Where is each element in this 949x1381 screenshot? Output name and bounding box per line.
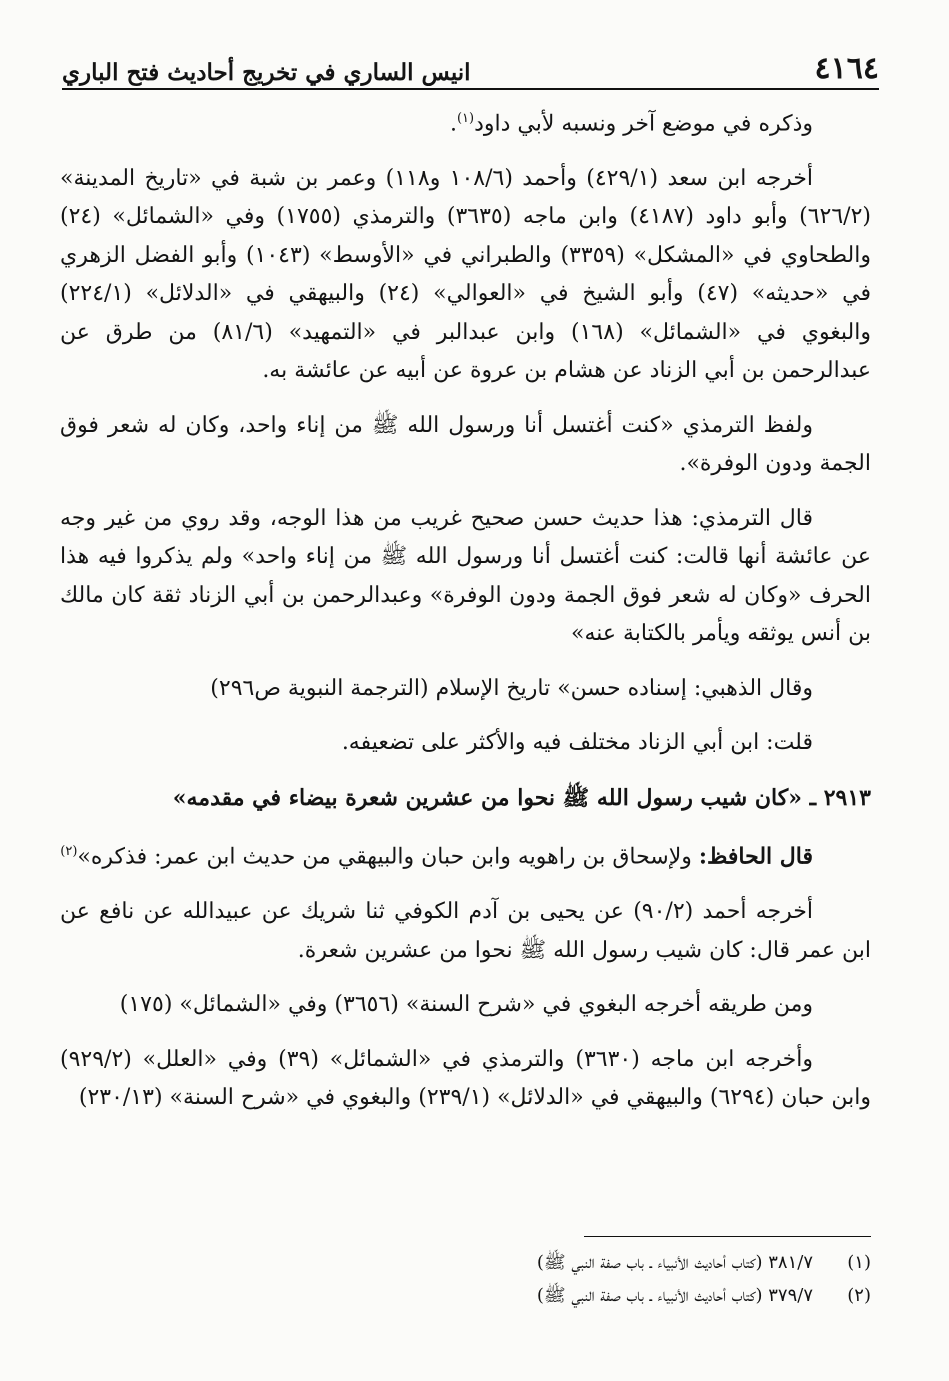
paragraph: قلت: ابن أبي الزناد مختلف فيه والأكثر على تضعيفه.: [341, 730, 813, 756]
paragraph: وقال الذهبي: إسناده حسن» تاريخ الإسلام (الترجمة النبوية ص٢٩٦): [210, 675, 813, 701]
footnote-text: ٣٧٩/٧ (كتاب أحاديث الأنبياء ـ باب صفة النبي ﷺ): [536, 1285, 813, 1306]
book-title: انيس الساري في تخريج أحاديث فتح الباري: [62, 59, 471, 86]
paragraph: أخرجه أحمد (٩٠/٢) عن يحيى بن آدم الكوفي ثنا شريك عن عبيدالله عن نافع عن ابن عمر قال: كان شيب رسول الله ﷺ نحوا من عشرين شعرة.: [60, 899, 871, 963]
paragraph: وذكره في موضع آخر ونسبه لأبي داود$^{(١)}$.: [449, 111, 813, 137]
paragraph: وأخرجه ابن ماجه (٣٦٣٠) والترمذي في «الشمائل» (٣٩) وفي «العلل» (٩٢٩/٢) وابن حبان (٦٢٩٤) والبيهقي في «الدلائل» (٢٣٩/١) والبغوي في «شرح السنة» (٢٣٠/١٣): [60, 1046, 871, 1111]
paragraph: قال الترمذي: هذا حديث حسن صحيح غريب من هذا الوجه، وقد روي من غير وجه عن عائشة أنها قالت: كنت أغتسل أنا ورسول الله ﷺ من إناء واحد» ولم يذكروا فيه هذا الحرف «وكان له شعر فوق الجمة ودون الوفرة» وعبدالرحمن بن أبي الزناد ثقة كان مالك بن أنس يوثقه ويأمر بالكتابة عنه»: [60, 505, 871, 647]
footnote-text: ٣٨١/٧ (كتاب أحاديث الأنبياء ـ باب صفة النبي ﷺ): [536, 1252, 813, 1273]
hadith-heading: ٢٩١٣ ـ «كان شيب رسول الله ﷺ نحوا من عشرين شعرة بيضاء في مقدمه»: [172, 784, 871, 811]
footnote-ref-2[interactable]: (٢): [60, 844, 78, 860]
footnote-item: [200, 1246, 871, 1279]
paragraph: ولفظ الترمذي «كنت أغتسل أنا ورسول الله ﷺ من إناء واحد، وكان له شعر فوق الجمة ودون الوفرة».: [60, 412, 871, 477]
hafiz-lead: قال الحافظ:: [698, 843, 813, 870]
main-text: [60, 100, 871, 1134]
footnote-number: (٢): [847, 1285, 871, 1306]
paragraph: ومن طريقه أخرجه البغوي في «شرح السنة» (٣٦٥٦) وفي «الشمائل» (١٧٥): [119, 992, 813, 1018]
footnote-divider: [584, 1236, 871, 1237]
page-number: ٤١٦٤: [814, 51, 879, 86]
paragraph: أخرجه ابن سعد (٤٢٩/١) وأحمد (١٠٨/٦ و١١٨) وعمر بن شبة في «تاريخ المدينة» (٦٢٦/٢) وأبو داود (٤١٨٧) وابن ماجه (٣٦٣٥) والترمذي (١٧٥٥) وفي «الشمائل» (٢٤) والطحاوي في «المشكل» (٣٣٥٩) والطبراني في «الأوسط» (١٠٤٣) وأبو الفضل الزهري في «حديثه» (٤٧) وأبو الشيخ في «العوالي» (٢٤) والبيهقي في «الدلائل» (٢٢٤/١) والبغوي في «الشمائل» (١٦٨) وابن عبدالبر في «التمهيد» (٨١/٦) من طرق عن عبدالرحمن بن أبي الزناد عن هشام بن عروة عن أبيه عن عائشة به.: [60, 165, 872, 384]
hafiz-paragraph: قال الحافظ: ولإسحاق بن راهويه وابن حبان والبيهقي من حديث ابن عمر: فذكره»$^{(٢)}$: [60, 843, 813, 870]
footnotes: [200, 1246, 871, 1312]
footnote-ref-1[interactable]: (١): [456, 111, 475, 126]
footnote-item: [200, 1279, 871, 1312]
footnote-number: (١): [847, 1252, 871, 1273]
page-header: [62, 42, 879, 90]
